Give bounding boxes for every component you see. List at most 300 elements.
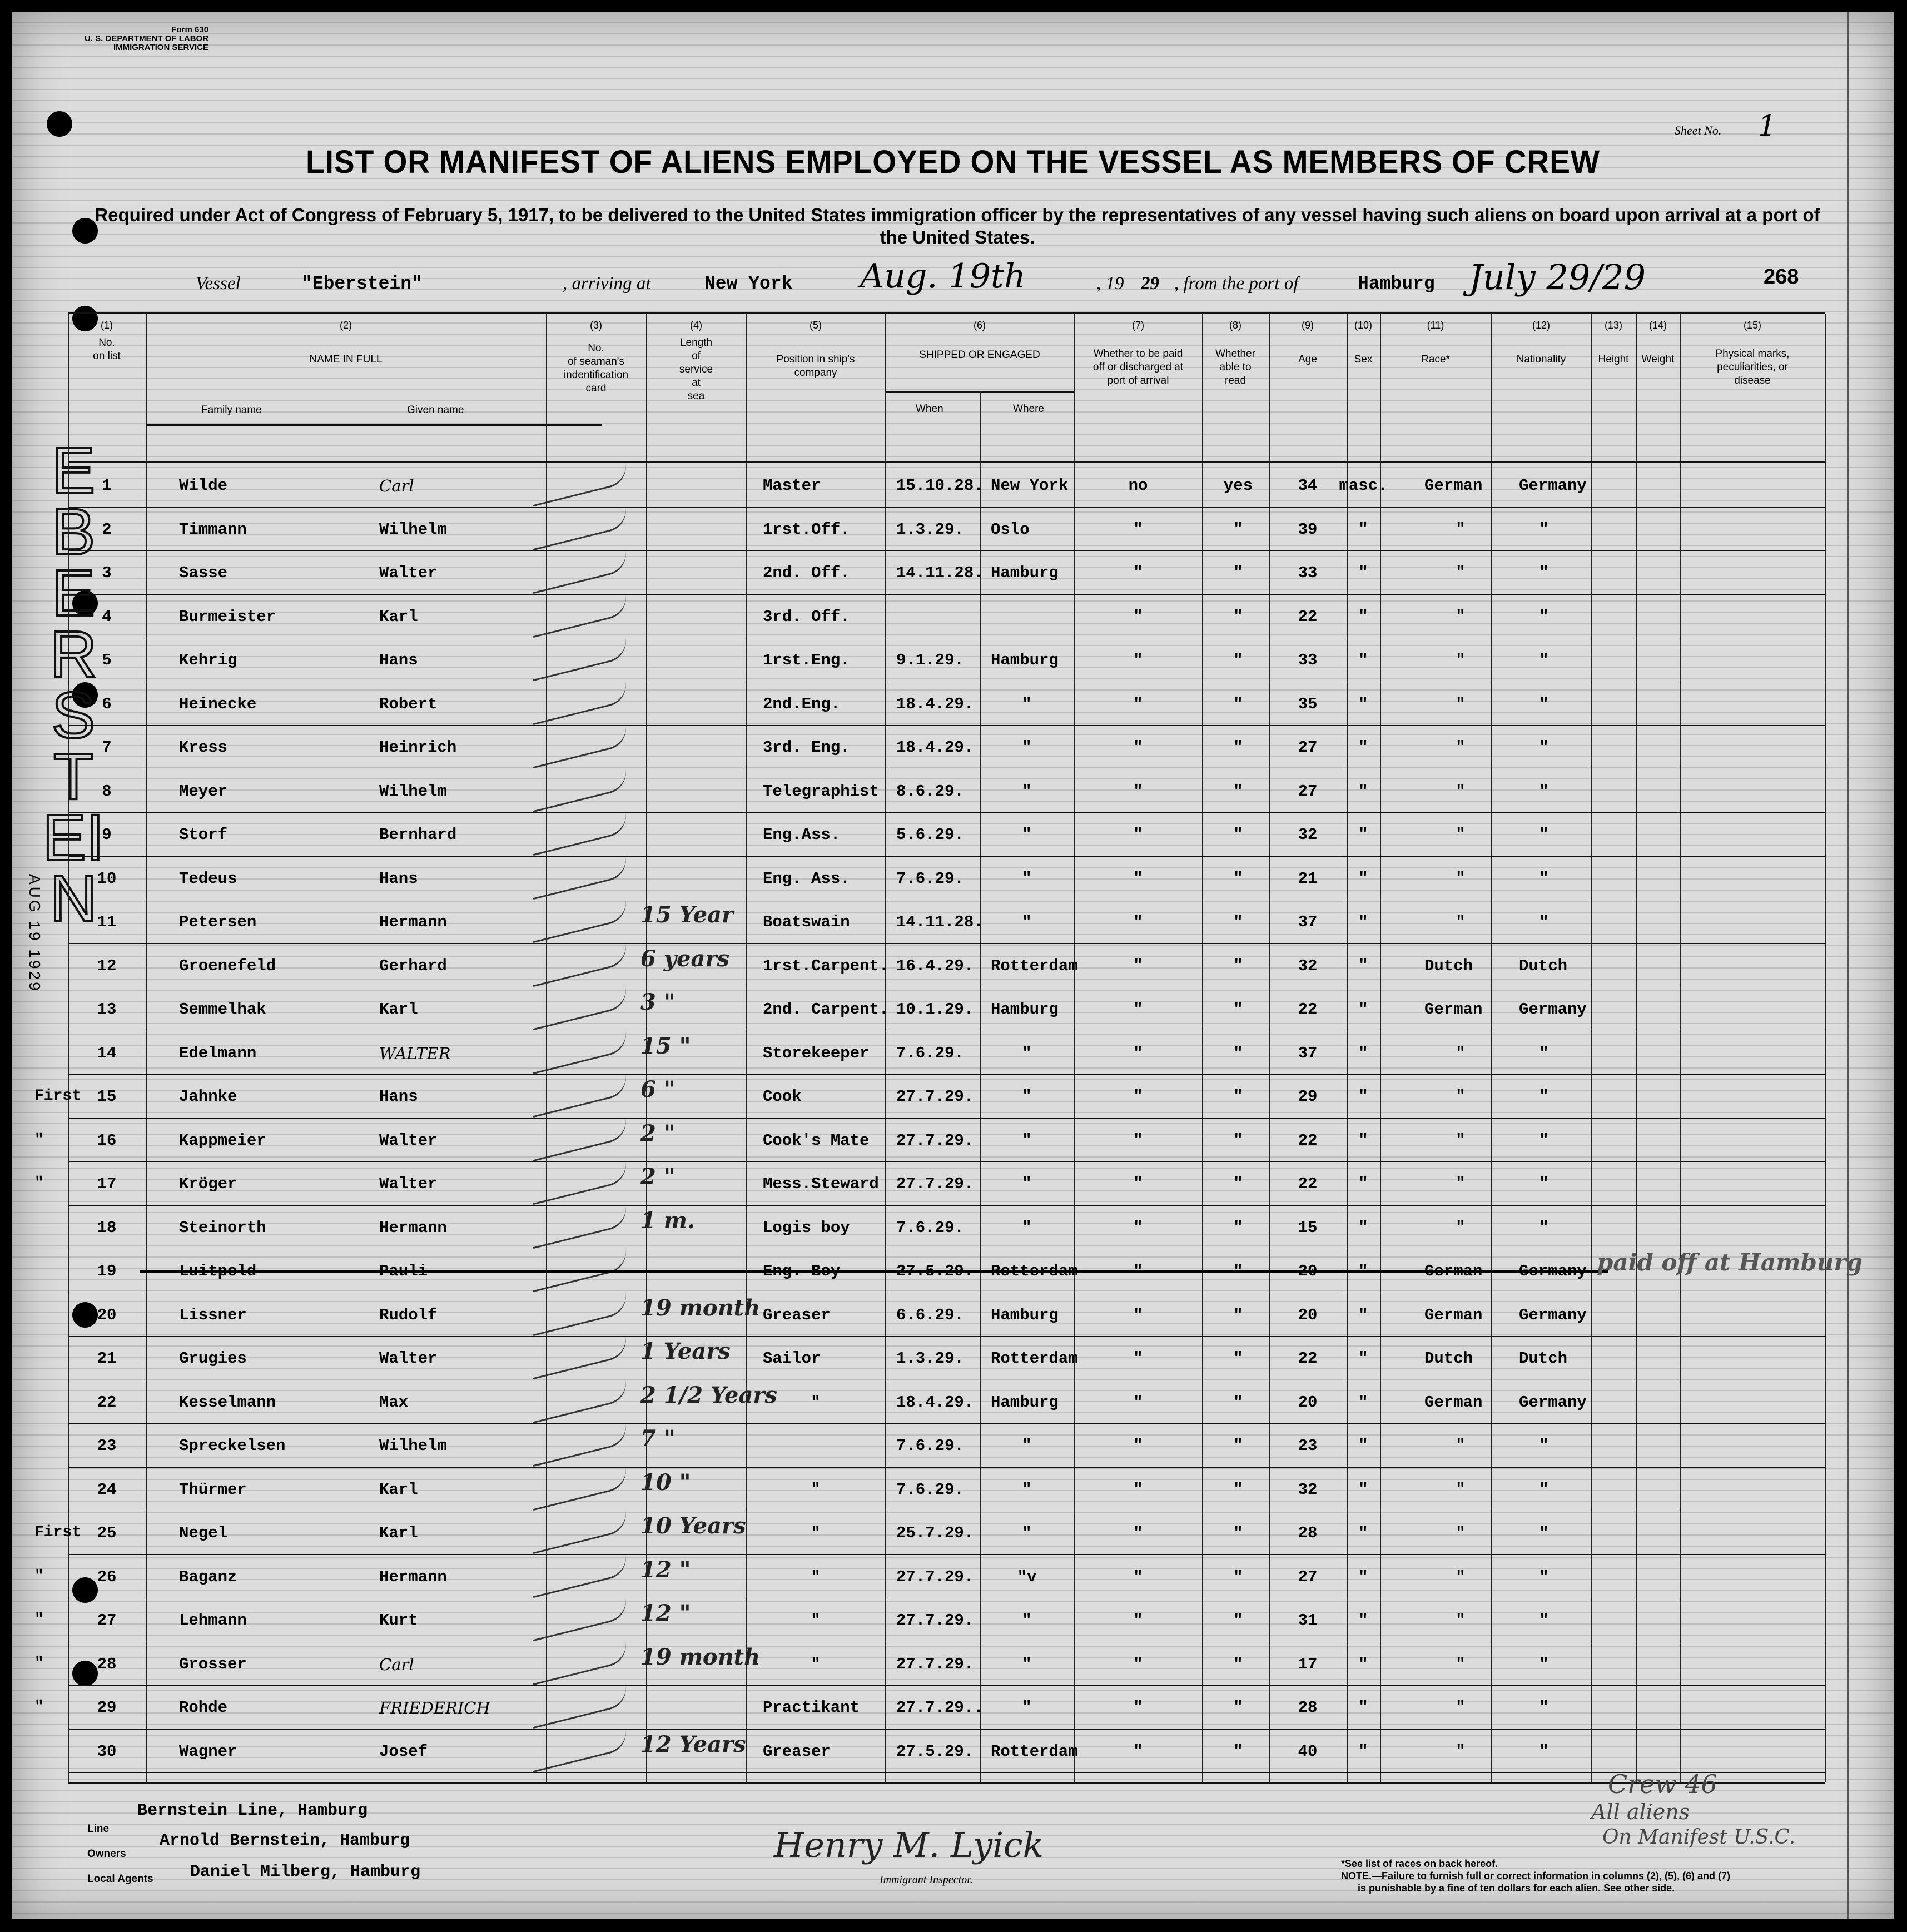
sheet-number: 1 xyxy=(1758,110,1777,143)
id-card-pencil-mark xyxy=(528,1203,630,1248)
where-subhead: Where xyxy=(1013,403,1044,415)
cell-nat: " xyxy=(1539,1611,1549,1630)
cell-family: Storf xyxy=(179,826,228,844)
cell-position: " xyxy=(811,1655,821,1673)
id-card-pencil-mark xyxy=(528,898,630,943)
margin-annotation: " xyxy=(34,1567,44,1585)
cell-paid: " xyxy=(1133,826,1143,844)
cell-sex: " xyxy=(1358,1087,1368,1106)
cell-paid: " xyxy=(1133,782,1143,801)
from-port: Hamburg xyxy=(1358,274,1435,294)
cell-nat: " xyxy=(1539,1218,1549,1237)
cell-when: 18.4.29. xyxy=(896,738,974,757)
cell-position: 1rst.Off. xyxy=(763,520,850,539)
cell-nat: " xyxy=(1539,1567,1549,1586)
arriving-label: , arriving at xyxy=(563,274,651,294)
cell-no: 3 xyxy=(102,564,112,582)
cell-family: Rohde xyxy=(179,1698,228,1717)
cell-sex: " xyxy=(1358,1655,1368,1673)
page-subtitle: Required under Act of Congress of February 5, 1917, to be delivered to the United States immigration officer by the representatives of any vessel having such aliens on board upon arrival at a port of the United States. xyxy=(95,205,1820,247)
cell-family: Petersen xyxy=(179,913,257,931)
cell-age: 27 xyxy=(1298,1567,1318,1586)
cell-given: Hans xyxy=(379,651,418,669)
cell-no: 6 xyxy=(102,694,112,713)
cell-when: 18.4.29. xyxy=(896,1393,974,1412)
cell-read: " xyxy=(1233,1000,1243,1019)
cell-race: " xyxy=(1456,869,1466,888)
when-subhead: When xyxy=(916,403,943,415)
cell-read: " xyxy=(1233,1393,1243,1412)
cell-race: " xyxy=(1456,1698,1466,1717)
cell-no: 23 xyxy=(97,1437,117,1455)
cell-service: 12 Years xyxy=(640,1731,746,1757)
cell-paid: " xyxy=(1133,1698,1143,1717)
cell-where: "v xyxy=(1017,1567,1037,1586)
cell-family: Kress xyxy=(179,738,228,757)
cell-given: Robert xyxy=(379,694,438,713)
cell-where: " xyxy=(1022,1655,1032,1673)
cell-sex: " xyxy=(1358,1524,1368,1542)
column-heading: Whether to be paid off or discharged at port of arrival xyxy=(1092,348,1184,386)
cell-nat: " xyxy=(1539,1175,1549,1193)
cell-when: 7.6.29. xyxy=(896,1437,964,1455)
cell-nat: " xyxy=(1539,1524,1549,1542)
crew-row xyxy=(68,1467,1825,1511)
cell-service: 15 " xyxy=(640,1032,691,1059)
cell-nat: " xyxy=(1539,826,1549,844)
column-number: (14) xyxy=(1648,320,1667,331)
cell-age: 22 xyxy=(1298,1000,1318,1019)
cell-nat: " xyxy=(1539,869,1549,888)
cell-given: Max xyxy=(379,1393,409,1412)
column-heading: Weight xyxy=(1641,354,1675,365)
id-card-pencil-mark xyxy=(528,1072,630,1118)
cell-when: 7.6.29. xyxy=(896,1044,964,1062)
cell-no: 16 xyxy=(97,1131,117,1150)
column-number: (12) xyxy=(1532,320,1550,331)
cell-when: 7.6.29. xyxy=(896,869,964,888)
cell-read: " xyxy=(1233,1349,1243,1368)
column-heading: Physical marks, peculiarities, or disease xyxy=(1715,348,1790,386)
cell-position: Greaser xyxy=(763,1305,831,1324)
cell-position: " xyxy=(811,1524,821,1542)
cell-nat: Dutch xyxy=(1519,956,1568,975)
cell-paid: " xyxy=(1133,913,1143,931)
cell-sex: " xyxy=(1358,1349,1368,1368)
cell-when: 27.5.29. xyxy=(896,1742,974,1761)
cell-given: Carl xyxy=(379,1655,414,1674)
cell-service: 19 month xyxy=(640,1643,761,1670)
id-card-pencil-mark xyxy=(528,723,630,768)
cell-position: 3rd. Eng. xyxy=(763,738,850,757)
cell-given: Wilhelm xyxy=(379,520,447,539)
cell-family: Tedeus xyxy=(179,869,237,888)
cell-position: Practikant xyxy=(763,1698,860,1717)
cell-sex: " xyxy=(1358,782,1368,801)
cell-age: 37 xyxy=(1298,1044,1318,1062)
cell-service: 2 1/2 Years xyxy=(640,1382,777,1408)
form-meta xyxy=(85,26,208,52)
cell-no: 4 xyxy=(102,607,112,626)
cell-where: " xyxy=(1022,913,1032,931)
id-card-pencil-mark xyxy=(528,1552,630,1597)
id-card-pencil-mark xyxy=(528,1422,630,1467)
cell-age: 22 xyxy=(1298,1131,1318,1150)
cell-service: 12 " xyxy=(640,1556,691,1583)
column-heading: Race* xyxy=(1421,354,1450,365)
crew-row xyxy=(68,1293,1825,1336)
cell-when: 27.7.29. xyxy=(896,1611,974,1630)
cell-sex: masc. xyxy=(1339,476,1388,495)
form-number: Form 630 xyxy=(171,25,209,34)
cell-sex: " xyxy=(1358,564,1368,582)
cell-nat: " xyxy=(1539,1698,1549,1717)
cell-paid: " xyxy=(1133,1655,1143,1673)
cell-service: 12 " xyxy=(640,1600,691,1626)
cell-no: 5 xyxy=(102,651,112,669)
cell-family: Lissner xyxy=(179,1305,247,1324)
cell-where: " xyxy=(1022,1175,1032,1193)
page-title: LIST OR MANIFEST OF ALIENS EMPLOYED ON THE VESSEL AS MEMBERS OF CREW xyxy=(306,144,1600,180)
cell-read: " xyxy=(1233,1175,1243,1193)
cell-given: Gerhard xyxy=(379,956,447,975)
cell-paid: " xyxy=(1133,1480,1143,1499)
cell-race: " xyxy=(1456,738,1466,757)
cell-when: 15.10.28. xyxy=(896,476,984,495)
cell-race: " xyxy=(1456,607,1466,626)
cell-service: 3 " xyxy=(640,989,676,1015)
cell-race: " xyxy=(1456,1742,1466,1761)
cell-paid: " xyxy=(1133,1305,1143,1324)
cell-nat: " xyxy=(1539,520,1549,539)
cell-race: " xyxy=(1456,826,1466,844)
cell-read: " xyxy=(1233,1524,1243,1542)
given-name-subhead: Given name xyxy=(407,404,464,416)
department: U. S. DEPARTMENT OF LABOR xyxy=(85,34,209,43)
crew-row xyxy=(68,550,1825,594)
column-heading: Age xyxy=(1298,354,1317,365)
cell-sex: " xyxy=(1358,1742,1368,1761)
id-card-pencil-mark xyxy=(528,767,630,812)
manifest-sheet xyxy=(12,12,1894,1919)
id-card-pencil-mark xyxy=(528,1727,630,1772)
cell-race: " xyxy=(1456,1611,1466,1630)
crew-row xyxy=(68,638,1825,681)
id-card-pencil-mark xyxy=(528,985,630,1030)
cell-when: 27.5.29. xyxy=(896,1262,974,1280)
cell-no: 22 xyxy=(97,1393,117,1412)
cell-age: 21 xyxy=(1298,869,1318,888)
cell-position: Eng. Boy xyxy=(763,1262,841,1280)
cell-given: Karl xyxy=(379,1480,418,1499)
cell-nat: " xyxy=(1539,1655,1549,1673)
cell-nat: " xyxy=(1539,607,1549,626)
cell-age: 20 xyxy=(1298,1262,1318,1280)
cell-sex: " xyxy=(1358,1611,1368,1630)
shipping-line: Bernstein Line, Hamburg xyxy=(137,1801,368,1820)
cell-given: Wilhelm xyxy=(379,1437,447,1455)
cell-when: 14.11.28. xyxy=(896,913,984,931)
cell-when: 27.7.29. xyxy=(896,1131,974,1150)
cell-given: WALTER xyxy=(379,1044,451,1063)
cell-read: " xyxy=(1233,1262,1243,1280)
year: 29 xyxy=(1141,274,1159,294)
cell-nat: Dutch xyxy=(1519,1349,1568,1368)
cell-position: Greaser xyxy=(763,1742,831,1761)
cell-sex: " xyxy=(1358,1175,1368,1193)
cell-read: " xyxy=(1233,607,1243,626)
cell-paid: " xyxy=(1133,520,1143,539)
crew-row xyxy=(68,987,1825,1030)
races-note: *See list of races on back hereof. xyxy=(1341,1858,1498,1869)
cell-race: " xyxy=(1456,913,1466,931)
cell-when: 8.6.29. xyxy=(896,782,964,801)
cell-paid: " xyxy=(1133,1349,1143,1368)
cell-paid: " xyxy=(1133,1131,1143,1150)
cell-paid: no xyxy=(1128,476,1148,495)
cell-family: Kehrig xyxy=(179,651,237,669)
arrival-date-handwritten: Aug. 19th xyxy=(860,257,1026,296)
cell-family: Timmann xyxy=(179,520,247,539)
cell-race: " xyxy=(1456,1087,1466,1106)
cell-age: 32 xyxy=(1298,956,1318,975)
cell-no: 25 xyxy=(97,1524,117,1542)
cell-no: 11 xyxy=(97,913,117,931)
cell-position: Eng.Ass. xyxy=(763,826,841,844)
cell-where: Rotterdam xyxy=(991,956,1078,975)
cell-no: 27 xyxy=(97,1611,117,1630)
crew-row xyxy=(68,507,1825,550)
column-number: (11) xyxy=(1427,320,1444,331)
cell-position: Cook's Mate xyxy=(763,1131,870,1150)
cell-when: 25.7.29. xyxy=(896,1524,974,1542)
cell-given: Hermann xyxy=(379,1218,447,1237)
cell-family: Jahnke xyxy=(179,1087,237,1106)
agents-label: Local Agents xyxy=(87,1873,153,1885)
cell-age: 23 xyxy=(1298,1437,1318,1455)
cell-sex: " xyxy=(1358,1698,1368,1717)
column-number: (8) xyxy=(1229,320,1241,331)
cell-no: 13 xyxy=(97,1000,117,1019)
cell-family: Baganz xyxy=(179,1567,237,1586)
cell-family: Kesselmann xyxy=(179,1393,276,1412)
from-label: , from the port of xyxy=(1174,274,1299,294)
cell-nat: " xyxy=(1539,782,1549,801)
vessel-name: "Eberstein" xyxy=(301,274,423,294)
cell-nat: " xyxy=(1539,564,1549,582)
cell-when: 1.3.29. xyxy=(896,1349,964,1368)
cell-where: Hamburg xyxy=(991,1305,1059,1324)
cell-race: German xyxy=(1424,1262,1483,1280)
cell-where: " xyxy=(1022,738,1032,757)
cell-race: Dutch xyxy=(1424,956,1473,975)
name-head-rule xyxy=(146,424,602,426)
cell-when: 14.11.28. xyxy=(896,564,984,582)
cell-given: Hermann xyxy=(379,1567,447,1586)
cell-nat: " xyxy=(1539,913,1549,931)
cell-paid: " xyxy=(1133,1742,1143,1761)
cell-family: Grugies xyxy=(179,1349,247,1368)
column-heading: No. on list xyxy=(93,337,121,362)
crew-row xyxy=(34,1161,1825,1205)
cell-read: " xyxy=(1233,1131,1243,1150)
cell-age: 33 xyxy=(1298,564,1318,582)
cell-service: 7 " xyxy=(640,1426,676,1452)
cell-where: Rotterdam xyxy=(991,1742,1078,1761)
cell-where: " xyxy=(1022,782,1032,801)
cell-sex: " xyxy=(1358,1437,1368,1455)
cell-age: 15 xyxy=(1298,1218,1318,1237)
cell-where: " xyxy=(1022,1524,1032,1542)
cell-paid: " xyxy=(1133,1218,1143,1237)
penalty-note-2: is punishable by a fine of ten dollars for each alien. See other side. xyxy=(1358,1883,1675,1894)
row-rule xyxy=(68,1772,1825,1773)
crew-row xyxy=(68,725,1825,768)
margin-annotation: " xyxy=(34,1611,44,1628)
cell-race: " xyxy=(1456,1175,1466,1193)
cell-race: " xyxy=(1456,782,1466,801)
cell-when: 16.4.29. xyxy=(896,956,974,975)
id-card-pencil-mark xyxy=(528,549,630,594)
cell-age: 17 xyxy=(1298,1655,1318,1673)
cell-age: 22 xyxy=(1298,607,1318,626)
cell-paid: " xyxy=(1133,1044,1143,1062)
cell-position: 1rst.Carpent. xyxy=(763,956,889,975)
cell-read: " xyxy=(1233,826,1243,844)
crew-row xyxy=(68,1249,1863,1292)
cell-age: 20 xyxy=(1298,1393,1318,1412)
crew-row xyxy=(34,1554,1825,1598)
inspector-label: Immigrant Inspector. xyxy=(880,1874,973,1886)
crew-row xyxy=(68,812,1825,856)
cell-nat: " xyxy=(1539,651,1549,669)
cell-given: Walter xyxy=(379,564,438,582)
id-card-pencil-mark xyxy=(528,1334,630,1379)
cell-where: " xyxy=(1022,826,1032,844)
cell-family: Kappmeier xyxy=(179,1131,266,1150)
cell-given: Karl xyxy=(379,607,418,626)
cell-sex: " xyxy=(1358,956,1368,975)
cell-nat: " xyxy=(1539,1131,1549,1150)
cell-position: 2nd. Off. xyxy=(763,564,850,582)
cell-no: 1 xyxy=(102,476,112,495)
cell-read: " xyxy=(1233,1480,1243,1499)
cell-when: 7.6.29. xyxy=(896,1218,964,1237)
cell-age: 32 xyxy=(1298,826,1318,844)
cell-family: Thürmer xyxy=(179,1480,247,1499)
cell-nat: " xyxy=(1539,1044,1549,1062)
cell-sex: " xyxy=(1358,651,1368,669)
cell-age: 27 xyxy=(1298,782,1318,801)
cell-given: Hans xyxy=(379,869,418,888)
cell-race: " xyxy=(1456,1524,1466,1542)
cell-paid: " xyxy=(1133,1000,1143,1019)
column-number: (4) xyxy=(690,320,702,331)
cell-family: Burmeister xyxy=(179,607,276,626)
departure-date-handwritten: July 29/29 xyxy=(1469,257,1646,297)
cell-no: 10 xyxy=(97,869,117,888)
column-number: (1) xyxy=(101,320,113,331)
crew-row xyxy=(34,1118,1825,1161)
cell-when: 1.3.29. xyxy=(896,520,964,539)
list-number: 268 xyxy=(1764,265,1799,289)
cell-nat: Germany xyxy=(1519,1393,1587,1412)
cell-family: Luitpold xyxy=(179,1262,257,1280)
cell-read: " xyxy=(1233,651,1243,669)
id-card-pencil-mark xyxy=(528,461,630,506)
column-number: (3) xyxy=(590,320,602,331)
cell-read: " xyxy=(1233,738,1243,757)
punch-hole xyxy=(47,111,72,137)
cell-nat: " xyxy=(1539,694,1549,713)
cell-race: German xyxy=(1424,1000,1483,1019)
column-number: (7) xyxy=(1132,320,1144,331)
cell-age: 35 xyxy=(1298,694,1318,713)
cell-position: Cook xyxy=(763,1087,802,1106)
cell-age: 20 xyxy=(1298,1305,1318,1324)
cell-nat: " xyxy=(1539,1480,1549,1499)
cell-given: Wilhelm xyxy=(379,782,447,801)
column-number: (10) xyxy=(1354,320,1372,331)
cell-family: Lehmann xyxy=(179,1611,247,1630)
crew-row xyxy=(34,1074,1825,1118)
cell-given: Bernhard xyxy=(379,826,457,844)
cell-nat: Germany xyxy=(1519,1000,1587,1019)
cell-read: " xyxy=(1233,1437,1243,1455)
cell-service: 10 Years xyxy=(640,1513,746,1539)
cell-no: 15 xyxy=(97,1087,117,1106)
cell-read: " xyxy=(1233,1044,1243,1062)
cell-given: Pauli xyxy=(379,1262,428,1280)
cell-service: 2 " xyxy=(640,1164,676,1190)
column-number: (2) xyxy=(340,320,352,331)
cell-service: 6 years xyxy=(640,945,729,972)
crew-row xyxy=(68,943,1825,987)
cell-race: " xyxy=(1456,694,1466,713)
cell-service: 19 month xyxy=(640,1294,761,1321)
column-divider xyxy=(1825,314,1826,1782)
cell-where: " xyxy=(1022,1087,1032,1106)
cell-where: " xyxy=(1022,1131,1032,1150)
cell-sex: " xyxy=(1358,607,1368,626)
id-card-pencil-mark xyxy=(528,636,630,681)
cell-family: Wilde xyxy=(179,476,228,495)
cell-age: 22 xyxy=(1298,1349,1318,1368)
cell-given: Walter xyxy=(379,1175,438,1193)
cell-where: Oslo xyxy=(991,520,1030,539)
cell-service: 2 " xyxy=(640,1120,676,1146)
cell-no: 28 xyxy=(97,1655,117,1673)
cell-when: 27.7.29. xyxy=(896,1175,974,1193)
column-heading: Position in ship's company xyxy=(776,354,855,379)
cell-race: German xyxy=(1424,1305,1483,1324)
crew-row xyxy=(68,1729,1825,1772)
cell-paid: " xyxy=(1133,694,1143,713)
crew-row xyxy=(34,1685,1825,1729)
cell-race: Dutch xyxy=(1424,1349,1473,1368)
id-card-pencil-mark xyxy=(528,1378,630,1423)
cell-given: Hans xyxy=(379,1087,418,1106)
cell-sex: " xyxy=(1358,1567,1368,1586)
cell-paid: " xyxy=(1133,1611,1143,1630)
id-card-pencil-mark xyxy=(528,1029,630,1074)
cell-given: Walter xyxy=(379,1131,438,1150)
cell-where: Hamburg xyxy=(991,651,1059,669)
cell-given: Karl xyxy=(379,1524,418,1542)
cell-where: " xyxy=(1022,1044,1032,1062)
column-number: (6) xyxy=(974,320,986,331)
cell-position: " xyxy=(811,1611,821,1630)
